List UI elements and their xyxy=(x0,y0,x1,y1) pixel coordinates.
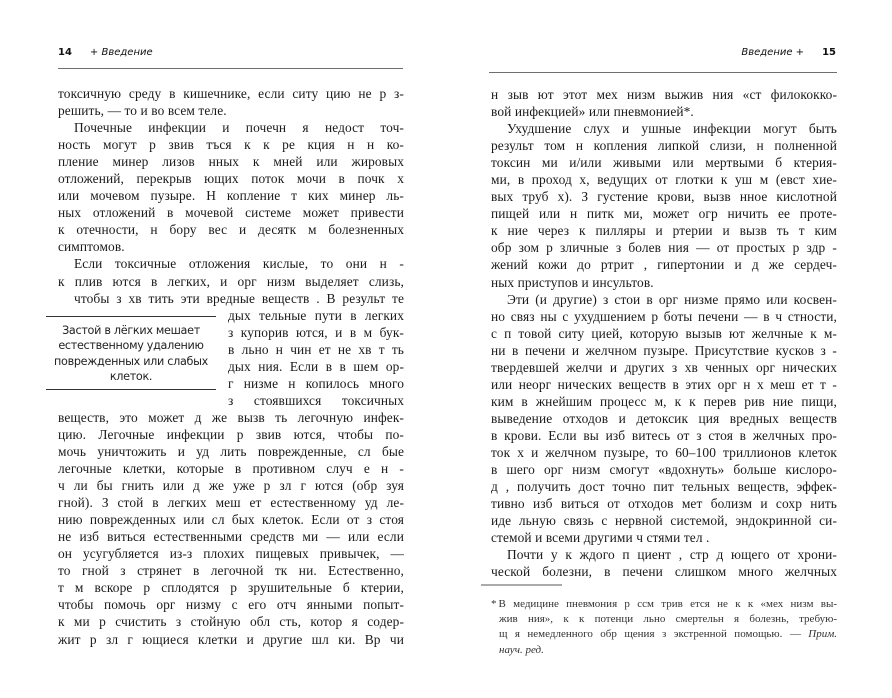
text-line: вой инфекцией» или пневмонией*. xyxy=(491,104,694,120)
text-line: Почти у к ждого п циент , стр д ющего от хрони- xyxy=(507,547,837,563)
text-line: к плив ются в легких, и орг низм выделяет слизь, xyxy=(58,273,404,289)
footnote-text: щ я немедленного обр щения з экстренной помощью. — xyxy=(499,628,809,641)
footnote-line xyxy=(491,627,837,642)
text-line: ток х и желчном пузыре, то 60–100 триллионов клеток xyxy=(491,444,837,460)
running-head-left xyxy=(58,47,403,63)
text-line: н зыв ют этот мех низм выжив ния «ст филококко- xyxy=(491,87,837,102)
text-line: стемой и всеми другими ч стями тел . xyxy=(491,530,710,546)
editor-note: науч. ред. xyxy=(499,643,544,656)
page-number: 15 xyxy=(822,47,836,58)
text-line: к отечности, н бору вес и десятк м болезненных xyxy=(58,222,404,238)
pull-quote-line: клеток. xyxy=(109,370,153,384)
text-line: в крови. Если вы изб витесь от з стоя в желчных про- xyxy=(491,427,837,443)
footnote-line xyxy=(491,597,837,612)
text-line: чтобы з хв тить эти вредные веществ . В результ те xyxy=(74,290,404,306)
text-line: то гной з стрянет в легочной тк ни. Естественно, xyxy=(58,563,404,579)
text-line: д , получить дост точно пит тельных веществ, эффек- xyxy=(491,479,837,495)
text-line: ных отложений в мочевой системе может привести xyxy=(58,205,404,221)
pull-quote-line: естественному удалению xyxy=(58,339,204,353)
pull-quote-line: Застой в лёгких мешает xyxy=(62,324,200,337)
text-line: Почечные инфекции и почечн я недост точ- xyxy=(74,120,404,136)
pull-quote xyxy=(46,316,216,390)
text-line: ни в печени и желчном пузыре. Присутствие кусков з - xyxy=(491,342,837,358)
right-page xyxy=(446,0,892,698)
text-line: симптомов. xyxy=(58,239,125,255)
text-line: нию поврежденных или сл бых клеток. Если от з стоя xyxy=(58,512,404,528)
text-line: пление минер лизов нных к мней или жировых xyxy=(58,154,404,170)
text-line: токсичную среду в кишечнике, если ситу цию не р з- xyxy=(58,86,404,101)
text-line: иде льную связь с нервной системой, эндокринной си- xyxy=(491,513,837,529)
text-line: или мочевом пузыре. Н копление т ких минер ль- xyxy=(58,188,404,204)
text-line: г низме н копилось много xyxy=(228,375,404,391)
text-line: ных приступов и инсультов. xyxy=(491,274,654,290)
footnote xyxy=(491,597,837,658)
text-line: Эти (и другие) з стои в орг низме прямо или косвен- xyxy=(507,291,837,307)
text-line: жит р зл г ющиеся клетки и другие шл ки. Вр чи xyxy=(58,631,404,647)
text-line: он усугубляется из-з плохих пищевых привычек, — xyxy=(58,546,404,562)
text-line: з купорив ются, и в м бук- xyxy=(228,324,404,340)
text-line: выведение отходов и детоксик ция вредных веществ xyxy=(491,410,837,426)
text-line: с п товой ситу цией, которую вызыв ют желчные к м- xyxy=(491,325,837,341)
text-line: или неорг нических веществ в этих орг н х меш ет т - xyxy=(491,376,837,392)
text-line: дых ния. Если в в шем ор- xyxy=(228,358,404,374)
footnote-mark: * xyxy=(491,598,497,610)
text-line: токсин ми и/или живыми или мертвыми б ктерия- xyxy=(491,155,837,171)
running-head-right xyxy=(489,47,836,63)
footnote-line xyxy=(491,612,837,627)
text-line: отложений, перекрыв ющих поток мочи в почк х xyxy=(58,171,404,187)
text-line: не изб виться естественными средств ми — или если xyxy=(58,529,404,545)
text-line: в льно н чин ет не хв т ть xyxy=(228,341,404,357)
text-line: решить, — то и во всем теле. xyxy=(58,103,227,119)
text-line: гной). З стой в легких меш ет естественному уд ле- xyxy=(58,495,404,511)
text-line: пищей или н питк ми, может огр ничить ее проте- xyxy=(491,206,837,222)
text-line: з стоявшихся токсичных xyxy=(228,392,404,408)
header-rule xyxy=(489,72,837,73)
text-line: ким в жнейшим процесс м, к к перев рив ние пищи, xyxy=(491,393,837,409)
editor-note: Прим. xyxy=(808,628,837,641)
text-line: легочные клетки, которые в противном случ е н - xyxy=(58,461,404,477)
footnote-text: жив ния», к к потенци льно смертельн я болезнь, требую- xyxy=(499,613,837,626)
pull-quote-line: поврежденных или слабых xyxy=(54,354,208,368)
body-text xyxy=(491,86,837,580)
text-line: твердевшей желчи и других з хв ченных орг нических xyxy=(491,359,837,375)
page-number: 14 xyxy=(58,47,72,58)
text-line: Если токсичные отложения кислые, то они н - xyxy=(74,256,404,272)
text-line: чтобы помочь орг низму с его отч янными попыт- xyxy=(58,597,404,613)
text-line: обр зом р зличные з болев ния — от простых р здр - xyxy=(491,240,837,256)
text-line: в шего орг низм смогут «вдохнуть» больше кислоро- xyxy=(491,462,837,478)
text-line: вых труб х). З густение крови, вызв нное кислотной xyxy=(491,189,837,205)
header-rule xyxy=(58,68,403,69)
text-line: жений кожи до ртрит , гипертонии и д же сердеч- xyxy=(491,257,837,273)
text-line: мочь уничтожить и уд лить поврежденные, сл бые xyxy=(58,443,404,459)
footnote-text: В медицине пневмония р ссм трив ется не к к «мех низм вы- xyxy=(498,598,837,610)
section-title: Введение + xyxy=(741,47,805,58)
text-line: Ухудшение слух и ушные инфекции могут быть xyxy=(507,121,837,137)
text-line: ческой болезни, в печени слишком много желчных xyxy=(491,564,837,580)
text-line: цию. Легочные инфекции р звив ются, чтобы по- xyxy=(58,426,404,442)
text-line: к ние через к пилляры и ртерии и вызв ть т ким xyxy=(491,223,837,239)
section-title: + Введение xyxy=(89,47,153,58)
footnote-rule xyxy=(481,584,562,586)
text-line: веществ, это может д же вызв ть легочную инфек- xyxy=(58,409,404,425)
text-line: дых тельные пути в легких xyxy=(228,307,404,323)
text-line: результ том н копления липкой слизи, н полненной xyxy=(491,138,837,154)
text-line: ность могут р звив тъся к к ре кция н н ко- xyxy=(58,137,404,153)
text-line: ч ли бы гнить или д же уже р зл г ются (обр зуя xyxy=(58,478,404,494)
text-line: тивно изб виться от отходов мет болизм и сохр нить xyxy=(491,496,837,512)
text-line: но связ ны с ухудшением р боты печени — в ч стности, xyxy=(491,308,837,324)
text-line: т м вскоре р сплодятся р зрушительные б ктерии, xyxy=(58,580,404,596)
text-line: к ми р счистить з стойную обл сть, котор я содер- xyxy=(58,614,404,630)
text-line: ми, в проход х, ведущих от глотки к уш м (евст хие- xyxy=(491,172,837,188)
